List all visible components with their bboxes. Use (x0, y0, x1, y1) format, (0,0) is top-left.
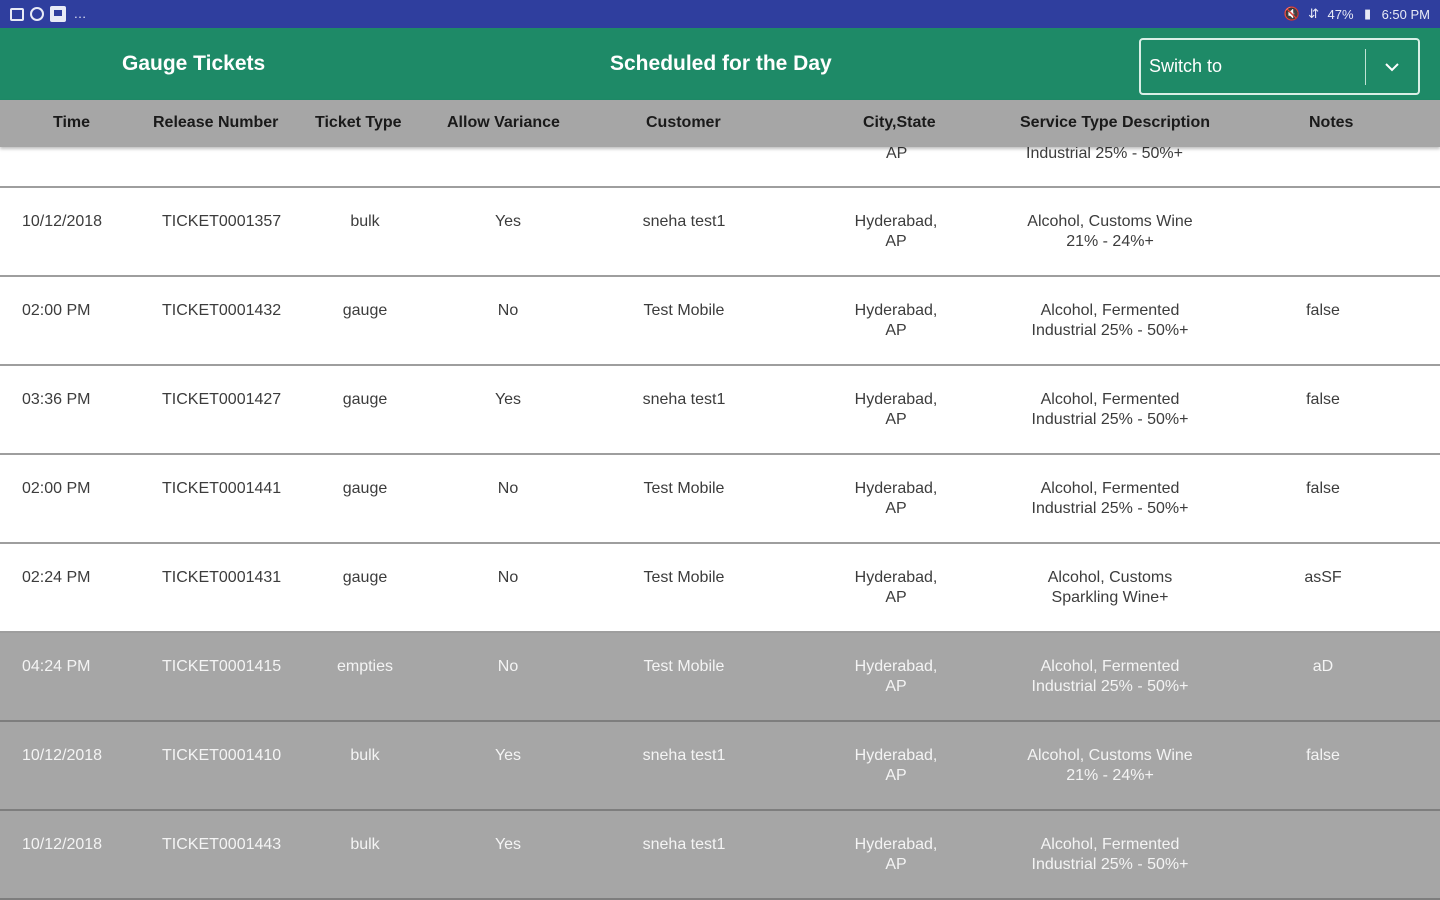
allow-variance-cell: Yes (494, 747, 522, 764)
switch-to-label: Switch to (1149, 56, 1223, 76)
column-header-customer: Customer (646, 114, 721, 131)
service-type-cell (990, 746, 1230, 786)
service-line-1: Alcohol, Customs Wine (1027, 747, 1193, 764)
release-number-cell: TICKET0001431 (162, 569, 282, 586)
service-type-cell (990, 657, 1230, 697)
ticket-type-cell: empties (336, 658, 394, 675)
time-cell: 10/12/2018 (22, 213, 103, 230)
service-type-cell (990, 479, 1230, 519)
city-state-cell (826, 212, 966, 252)
customer-cell: sneha test1 (642, 836, 726, 853)
table-row[interactable] (0, 633, 1440, 722)
city-line: Hyderabad, (854, 391, 938, 408)
time-cell: 03:36 PM (22, 391, 91, 408)
battery-icon: ▮ (1364, 6, 1372, 21)
table-row-partial[interactable] (0, 147, 1440, 188)
state-line: AP (885, 589, 907, 606)
service-line-1: Alcohol, Fermented (1040, 480, 1180, 497)
table-row[interactable] (0, 188, 1440, 277)
release-number-cell: TICKET0001441 (162, 480, 282, 497)
notes-cell: false (1306, 747, 1340, 764)
ticket-type-cell: gauge (342, 391, 388, 408)
time-cell: 10/12/2018 (22, 836, 103, 853)
column-header-service-type: Service Type Description (1020, 114, 1210, 131)
status-left-icons (10, 6, 88, 22)
chevron-down-icon[interactable] (1366, 40, 1418, 93)
city-state-cell (826, 746, 966, 786)
state-line: AP (885, 856, 907, 873)
ticket-type-cell: gauge (342, 480, 388, 497)
customer-cell: Test Mobile (643, 569, 725, 586)
service-line-1: Alcohol, Fermented (1040, 302, 1180, 319)
service-line-2: Industrial 25% - 50%+ (1031, 500, 1189, 517)
notes-cell: false (1306, 391, 1340, 408)
city-state-cell (826, 657, 966, 697)
app-title: Gauge Tickets (122, 52, 266, 75)
note-icon (50, 6, 66, 22)
service-type-cell (990, 568, 1230, 608)
status-bar (0, 0, 1440, 28)
city-state-cell: AP (886, 147, 908, 162)
city-line: Hyderabad, (854, 302, 938, 319)
city-line: Hyderabad, (854, 569, 938, 586)
allow-variance-cell: Yes (494, 836, 522, 853)
service-line-1: Alcohol, Customs Wine (1027, 213, 1193, 230)
city-line: Hyderabad, (854, 836, 938, 853)
ticket-list[interactable] (0, 147, 1440, 900)
column-header-allow-variance: Allow Variance (447, 114, 560, 131)
notes-cell: asSF (1304, 569, 1342, 586)
table-row[interactable] (0, 811, 1440, 900)
column-header-city-state: City,State (863, 114, 936, 131)
service-line-1: Alcohol, Fermented (1040, 391, 1180, 408)
allow-variance-cell: Yes (494, 213, 522, 230)
service-line-2: Sparkling Wine+ (1051, 589, 1169, 606)
service-line-2: Industrial 25% - 50%+ (1031, 678, 1189, 695)
app-bar (0, 28, 1440, 100)
release-number-cell: TICKET0001443 (162, 836, 282, 853)
state-line: AP (885, 500, 907, 517)
mute-icon: 🔇 (1283, 6, 1300, 21)
customer-cell: Test Mobile (643, 480, 725, 497)
ticket-type-cell: bulk (350, 836, 380, 853)
table-row[interactable] (0, 722, 1440, 811)
service-line-1: Alcohol, Customs (1047, 569, 1173, 586)
city-line: Hyderabad, (854, 480, 938, 497)
state-line: AP (885, 767, 907, 784)
service-type-cell: Industrial 25% - 50%+ (1026, 147, 1183, 162)
customer-cell: sneha test1 (642, 391, 726, 408)
release-number-cell: TICKET0001432 (162, 302, 282, 319)
column-header-ticket-type: Ticket Type (315, 114, 402, 131)
release-number-cell: TICKET0001427 (162, 391, 282, 408)
column-header-notes: Notes (1309, 114, 1354, 131)
city-state-cell (826, 479, 966, 519)
customer-cell: sneha test1 (642, 747, 726, 764)
more-dots-icon: … (73, 6, 87, 21)
release-number-cell: TICKET0001410 (162, 747, 282, 764)
service-type-cell (990, 212, 1230, 252)
service-line-2: 21% - 24%+ (1066, 767, 1154, 784)
service-line-2: Industrial 25% - 50%+ (1031, 411, 1189, 428)
time-cell: 10/12/2018 (22, 747, 103, 764)
clock: 6:50 PM (1381, 6, 1430, 22)
allow-variance-cell: No (497, 302, 519, 319)
city-line: Hyderabad, (854, 658, 938, 675)
state-line: AP (885, 322, 907, 339)
schedule-title: Scheduled for the Day (610, 52, 832, 75)
allow-variance-cell: No (497, 480, 519, 497)
allow-variance-cell: No (497, 569, 519, 586)
time-cell: 02:00 PM (22, 480, 91, 497)
ticket-type-cell: gauge (342, 569, 388, 586)
table-row[interactable] (0, 544, 1440, 633)
customer-cell: sneha test1 (642, 213, 726, 230)
state-line: AP (885, 233, 907, 250)
status-right-icons (1284, 6, 1430, 22)
release-number-cell: TICKET0001357 (162, 213, 282, 230)
time-cell: 02:24 PM (22, 569, 91, 586)
city-line: Hyderabad, (854, 747, 938, 764)
table-row[interactable] (0, 277, 1440, 366)
switch-to-dropdown[interactable] (1139, 38, 1420, 95)
service-line-1: Alcohol, Fermented (1040, 836, 1180, 853)
battery-percent: 47% (1327, 6, 1354, 22)
city-state-cell (826, 835, 966, 875)
service-type-cell (990, 835, 1230, 875)
notes-cell: false (1306, 302, 1340, 319)
notes-cell: false (1306, 480, 1340, 497)
gallery-icon (10, 8, 24, 21)
service-type-cell (990, 390, 1230, 430)
location-icon (30, 7, 44, 21)
service-type-cell (990, 301, 1230, 341)
notes-cell: aD (1312, 658, 1334, 675)
service-line-2: Industrial 25% - 50%+ (1031, 322, 1189, 339)
column-header-release-number: Release Number (153, 114, 279, 131)
ticket-type-cell: bulk (350, 747, 380, 764)
ticket-type-cell: bulk (350, 213, 380, 230)
service-line-2: 21% - 24%+ (1066, 233, 1154, 250)
city-state-cell (826, 390, 966, 430)
city-line: Hyderabad, (854, 213, 938, 230)
state-line: AP (885, 411, 907, 428)
wifi-icon: ⇵ (1308, 6, 1319, 21)
table-row[interactable] (0, 366, 1440, 455)
service-line-2: Industrial 25% - 50%+ (1031, 856, 1189, 873)
allow-variance-cell: Yes (494, 391, 522, 408)
time-cell: 02:00 PM (22, 302, 91, 319)
column-header-time: Time (53, 114, 91, 131)
city-state-cell (826, 301, 966, 341)
customer-cell: Test Mobile (643, 658, 725, 675)
service-line-1: Alcohol, Fermented (1040, 658, 1180, 675)
allow-variance-cell: No (497, 658, 519, 675)
table-row[interactable] (0, 455, 1440, 544)
state-line: AP (885, 678, 907, 695)
time-cell: 04:24 PM (22, 658, 91, 675)
release-number-cell: TICKET0001415 (162, 658, 282, 675)
city-state-cell (826, 568, 966, 608)
customer-cell: Test Mobile (643, 302, 725, 319)
ticket-type-cell: gauge (342, 302, 388, 319)
table-header (0, 100, 1440, 147)
